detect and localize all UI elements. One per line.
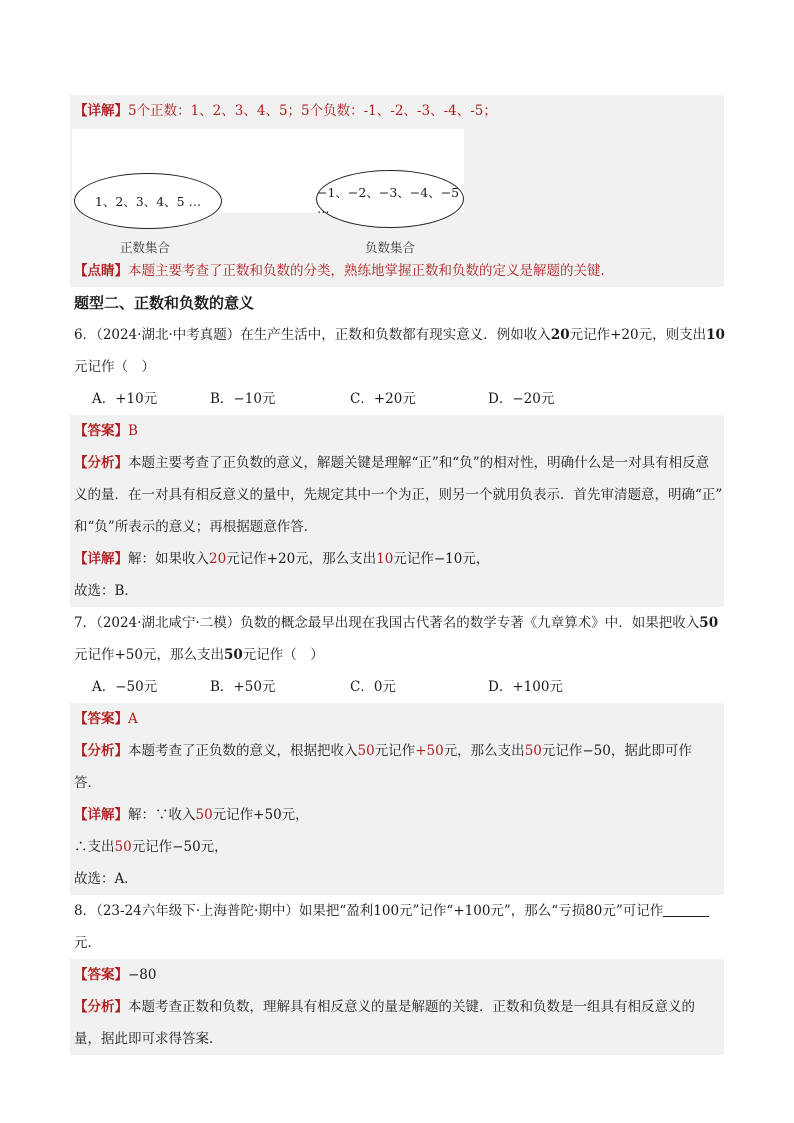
- therefore-text: ∴支出: [74, 839, 115, 855]
- detail-tag: 【详解】: [74, 551, 128, 567]
- question-8: [70, 895, 724, 959]
- q6-options: [70, 383, 724, 415]
- q6-option-d[interactable]: D．−20元: [488, 391, 555, 407]
- analysis-text: 本题考查了正负数的意义，根据把收入: [128, 743, 358, 759]
- q7-option-d[interactable]: D．+100元: [488, 679, 563, 695]
- q6-value: 20: [550, 327, 570, 343]
- analysis-tag: 【分析】: [74, 743, 128, 759]
- q8-analysis-line2: 量，据此即可求得答案．: [74, 1031, 223, 1047]
- q6-analysis-line3: 和“负”所表示的意义；再根据题意作答．: [74, 519, 318, 535]
- detail-text: 5个正数：1、2、3、4、5；5个负数：-1、-2、-3、-4、-5；: [128, 103, 497, 119]
- q8-stem-line2: 元．: [74, 935, 101, 951]
- detail-text: 解：如果收入: [128, 551, 209, 567]
- q7-detail: [70, 799, 724, 831]
- positive-set-content: 1、2、3、4、5 …: [94, 194, 202, 209]
- q8-stem-line1: [70, 895, 724, 927]
- detail-value: 50: [195, 807, 213, 823]
- analysis-value: 50: [524, 743, 542, 759]
- analysis-text: 元记作: [374, 743, 416, 759]
- therefore-text: 元记作−50元，: [131, 839, 228, 855]
- q6-detail: [70, 543, 724, 575]
- q6-option-c[interactable]: C．+20元: [350, 391, 416, 407]
- q7-text: 元记作（ ）: [242, 647, 324, 663]
- detail-text: 元记作−10元，: [393, 551, 490, 567]
- q6-stem-line2: 元记作（ ）: [74, 359, 155, 375]
- q7-option-b[interactable]: B．+50元: [210, 679, 276, 695]
- q6-option-a[interactable]: A．+10元: [92, 391, 158, 407]
- q6-solution-block: [70, 415, 724, 607]
- q6-answer: [70, 415, 724, 447]
- q5-detail: [70, 95, 724, 127]
- detail-tag: 【详解】: [74, 807, 128, 823]
- q8-answer-blank[interactable]: [663, 902, 709, 917]
- q8-number: 8．: [74, 903, 97, 919]
- negative-set-ellipse: [316, 170, 464, 228]
- negative-set-label: 负数集合: [365, 240, 416, 255]
- section-title: 题型二、正数和负数的意义: [74, 294, 255, 312]
- question-6: [70, 319, 724, 415]
- analysis-text: 元，那么支出: [443, 743, 525, 759]
- analysis-text: 本题考查正数和负数，理解具有相反意义的量是解题的关键．正数和负数是一组具有相反意义的: [128, 999, 695, 1015]
- q7-answer: [70, 703, 724, 735]
- q7-choice: 故选：A．: [74, 871, 138, 887]
- analysis-tag: 【分析】: [74, 999, 128, 1015]
- negative-set-content: −1、−2、−3、−4、−5 …: [317, 184, 460, 216]
- q7-stem-line1: [70, 607, 724, 639]
- q7-source: （2024·湖北咸宁·二模）: [96, 615, 241, 631]
- q8-answer: [70, 959, 724, 991]
- q7-analysis-line2: 答．: [74, 775, 101, 791]
- q6-text: 元记作+20元，则支出: [569, 327, 707, 343]
- analysis-value: 50: [357, 743, 375, 759]
- answer-tag: 【答案】: [74, 423, 128, 439]
- analysis-text: 本题主要考查了正负数的意义，解题关键是理解“正”和“负”的相对性，明确什么是一对具有相反意: [128, 455, 710, 471]
- q6-analysis-line2: 义的量．在一对具有相反意义的量中，先规定其中一个为正，则另一个就用负表示．首先审清题意，明确“正”: [74, 487, 723, 503]
- q6-text: 在生产生活中，正数和负数都有现实意义．例如收入: [240, 327, 551, 343]
- q7-value: 50: [699, 615, 719, 631]
- q6-value: 10: [706, 327, 725, 343]
- positive-set-ellipse: [74, 173, 222, 229]
- q8-solution-block: [70, 959, 724, 1055]
- positive-set-label: 正数集合: [120, 240, 171, 255]
- q7-option-a[interactable]: A．−50元: [92, 679, 158, 695]
- analysis-tag: 【分析】: [74, 455, 128, 471]
- answer-value: A: [128, 711, 138, 727]
- q7-option-c[interactable]: C．0元: [350, 679, 396, 695]
- q7-number: 7．: [74, 615, 97, 631]
- q6-choice: 故选：B．: [74, 583, 138, 599]
- answer-tag: 【答案】: [74, 711, 128, 727]
- q7-text: 元记作+50元，那么支出: [74, 647, 224, 663]
- question-7: [70, 607, 724, 703]
- analysis-value: +50: [415, 743, 444, 759]
- answer-value: B: [128, 423, 138, 439]
- answer-value: −80: [128, 967, 157, 983]
- answer-tag: 【答案】: [74, 967, 128, 983]
- q6-option-b[interactable]: B．−10元: [210, 391, 276, 407]
- q7-value: 50: [224, 647, 243, 663]
- detail-text: 元记作+50元，: [212, 807, 309, 823]
- comment-text: 本题主要考查了正数和负数的分类，熟练地掌握正数和负数的定义是解题的关键．: [128, 263, 614, 279]
- q8-source: （23-24六年级下·上海普陀·期中）: [96, 903, 299, 919]
- q6-source: （2024·湖北·中考真题）: [96, 327, 241, 343]
- q7-therefore: [70, 831, 724, 863]
- q7-stem-line2: [70, 639, 724, 671]
- comment-tag: 【点睛】: [74, 263, 128, 279]
- q5-solution-block: [70, 95, 724, 287]
- q6-analysis-line1: [70, 447, 724, 479]
- q8-analysis-line1: [70, 991, 724, 1023]
- document-page: [70, 95, 724, 1055]
- analysis-text: 元记作−50，据此即可作: [541, 743, 692, 759]
- q6-number: 6．: [74, 327, 97, 343]
- detail-text: 解：∵收入: [128, 807, 196, 823]
- therefore-value: 50: [114, 839, 132, 855]
- set-diagram: [70, 127, 724, 255]
- q7-options: [70, 671, 724, 703]
- q8-text: 如果把“盈利100元”记作“+100元”，那么“亏损80元”可记作: [298, 903, 664, 919]
- detail-value: 10: [376, 551, 394, 567]
- q7-analysis-line1: [70, 735, 724, 767]
- detail-text: 元记作+20元，那么支出: [226, 551, 377, 567]
- q7-text: 负数的概念最早出现在我国古代著名的数学专著《九章算术》中．如果把收入: [240, 615, 700, 631]
- q6-stem-line1: [70, 319, 724, 351]
- detail-value: 20: [209, 551, 227, 567]
- q5-comment: [70, 255, 724, 287]
- q7-solution-block: [70, 703, 724, 895]
- detail-tag: 【详解】: [74, 103, 128, 119]
